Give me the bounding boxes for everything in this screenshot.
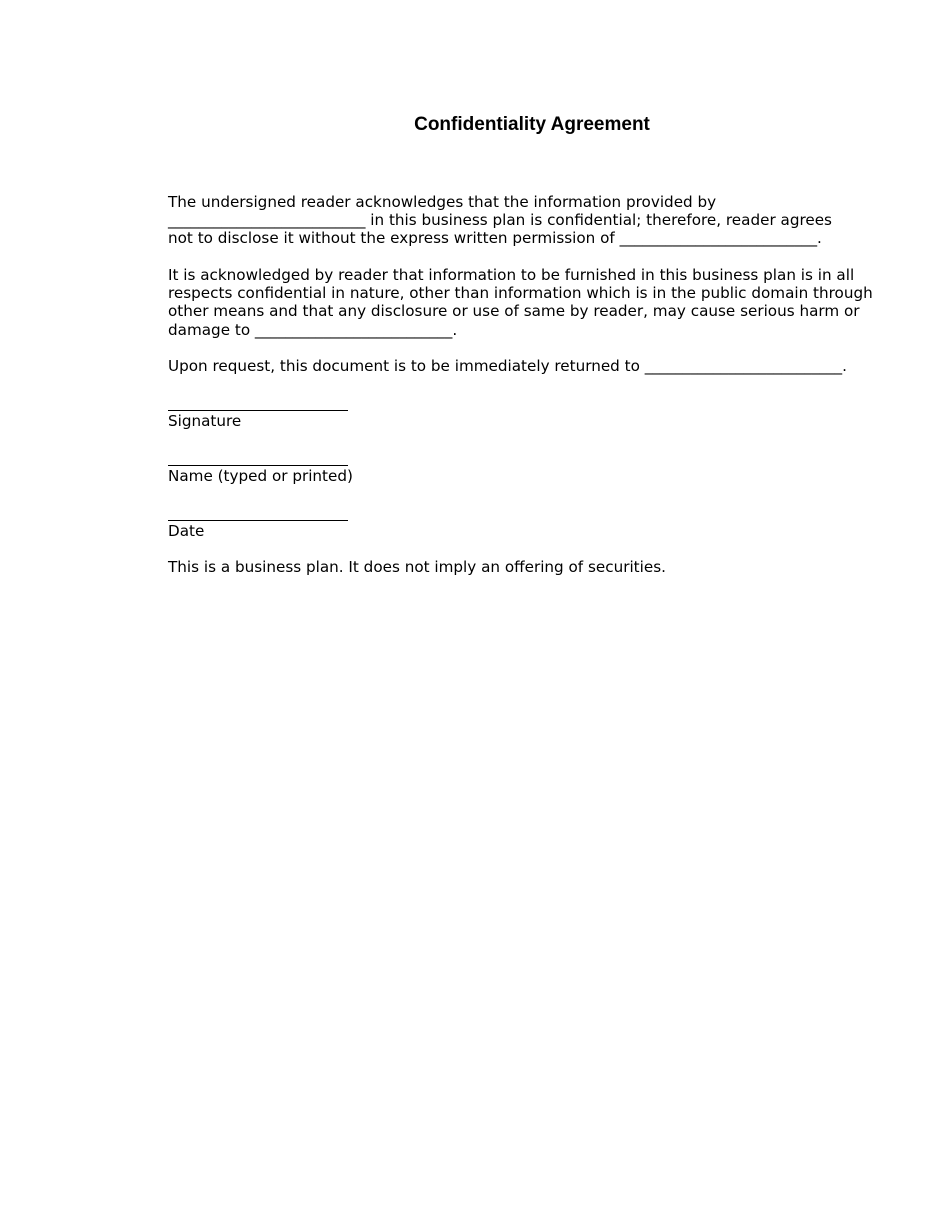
date-label: Date [168,522,205,540]
signature-label: Signature [168,412,242,430]
name-label: Name (typed or printed) [168,467,353,485]
return-paragraph: Upon request, this document is to be immediately returned to __________________________. [168,357,847,375]
page-title: Confidentiality Agreement [414,114,650,135]
confidentiality-paragraph: It is acknowledged by reader that information to be furnished in this business plan is in all respects confidential in nature, other than information which is in the public domain through other means and that any disclosure or use of same by reader, may cause serious harm or damage to __________________________. [168,266,873,339]
acknowledgement-paragraph: The undersigned reader acknowledges that the information provided by __________________________ in this business plan is confidential; therefore, reader agrees not to disclose it without the express written permission of __________________________. [168,193,832,248]
securities-disclaimer: This is a business plan. It does not imply an offering of securities. [168,558,666,576]
signature-line [168,410,348,411]
date-line [168,520,348,521]
name-line [168,465,348,466]
